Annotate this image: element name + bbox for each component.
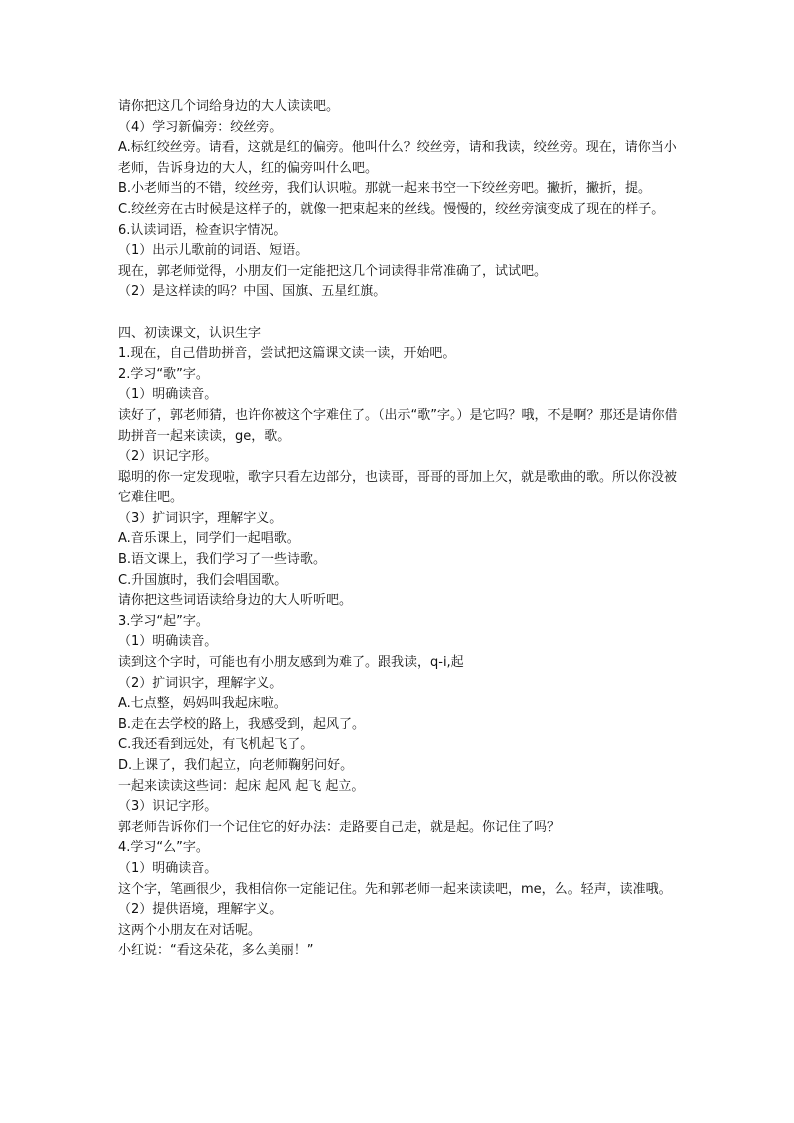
text-line: B.小老师当的不错，绞丝旁，我们认识啦。那就一起来书空一下绞丝旁吧。撇折，撇折，提。 (118, 181, 652, 197)
text-line: 小红说：“看这朵花，多么美丽！” (118, 943, 314, 959)
text-line: （1）出示儿歌前的词语、短语。 (118, 243, 309, 259)
text-line: 郭老师告诉你们一个记住它的好办法：走路要自己走，就是起。你记住了吗？ (118, 819, 561, 835)
text-paragraph: C.绞丝旁在古时候是这样子的，就像一把束起来的丝线。慢慢的，绞丝旁演变成了现在的样子。 (118, 201, 665, 217)
text-line: （2）是这样读的吗？中国、国旗、五星红旗。 (118, 284, 387, 300)
text-line: （1）明确读音。 (118, 634, 218, 650)
text-line: 这两个小朋友在对话呢。 (118, 922, 262, 938)
text-line: 现在，郭老师觉得，小朋友们一定能把这几个词读得非常准确了，试试吧。 (118, 263, 548, 279)
text-line: 1.现在，自己借助拼音，尝试把这篇课文读一读，开始吧。 (118, 346, 456, 362)
text-line: 一起来读读这些词：起床 起风 起飞 起立。 (118, 778, 365, 794)
text-line: C.升国旗时，我们会唱国歌。 (118, 572, 288, 588)
text-line: A.七点整，妈妈叫我起床啦。 (118, 696, 287, 712)
text-line: B.语文课上，我们学习了一些诗歌。 (118, 552, 327, 568)
text-line: （2）提供语境，理解字义。 (118, 902, 283, 918)
text-line: （2）识记字形。 (118, 449, 218, 465)
text-line: （1）明确读音。 (118, 860, 218, 876)
text-paragraph: A.标红绞丝旁。请看，这就是红的偏旁。他叫什么？绞丝旁，请和我读，绞丝旁。现在，请你当小老师，告诉身边的大人，红的偏旁叫什么吧。 (118, 140, 677, 176)
text-line: 6.认读词语，检查识字情况。 (118, 222, 287, 238)
text-paragraph: 读好了，郭老师猜，也许你被这个字难住了。（出示“歌”字。）是它吗？哦，不是啊？那还是请你借助拼音一起来读读，ge，歌。 (118, 407, 678, 444)
text-line: 2.学习“歌”字。 (118, 366, 209, 382)
document-body (118, 97, 678, 962)
text-line: B.走在去学校的路上，我感受到，起风了。 (118, 716, 366, 732)
text-line: （4）学习新偏旁：绞丝旁。 (118, 119, 283, 135)
text-line: D.上课了，我们起立，向老师鞠躬问好。 (118, 758, 354, 773)
text-line: 请你把这几个词给身边的大人读读吧。 (118, 99, 340, 114)
section-heading: 四、初读课文，认识生字 (118, 325, 262, 341)
text-line: 3.学习“起”字。 (118, 613, 209, 629)
text-paragraph: 聪明的你一定发现啦，歌字只看左边部分，也读哥，哥哥的哥加上欠，就是歌曲的歌。所以你没被它难住吧。 (118, 469, 678, 506)
text-line: 读到这个字时，可能也有小朋友感到为难了。跟我读，q-i,起 (118, 655, 464, 671)
text-line: 4.学习“么”字。 (118, 840, 209, 856)
text-line: （2）扩词识字，理解字义。 (118, 675, 283, 691)
text-line: A.音乐课上，同学们一起唱歌。 (118, 531, 300, 547)
text-paragraph: 这个字，笔画很少，我相信你一定能记住。先和郭老师一起来读读吧，me，么。轻声，读准哦。 (118, 881, 672, 897)
blank-line (118, 303, 678, 324)
text-line: （3）扩词识字，理解字义。 (118, 510, 283, 526)
text-line: 请你把这些词语读给身边的大人听听吧。 (118, 593, 353, 609)
text-line: C.我还看到远处，有飞机起飞了。 (118, 737, 314, 753)
text-line: （1）明确读音。 (118, 387, 218, 403)
text-line: （3）识记字形。 (118, 799, 218, 815)
